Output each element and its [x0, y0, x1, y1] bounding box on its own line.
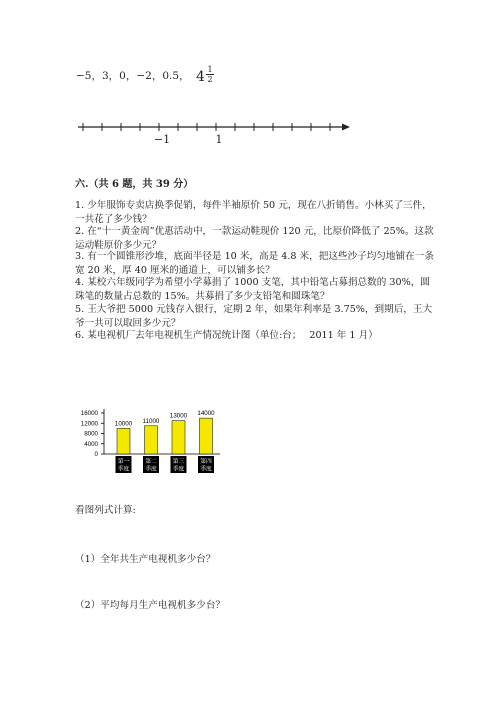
- y-tick-label: 8000: [84, 430, 98, 438]
- tick-label-1: 1: [215, 133, 223, 146]
- category-label: 第一: [117, 459, 130, 465]
- mixed-number-fraction: [206, 65, 214, 84]
- y-tick-label: 16000: [80, 410, 98, 418]
- number-line-arrow: [342, 124, 350, 131]
- category-label: 季度: [200, 466, 212, 473]
- question-5: 5. 王大爷把 5000 元钱存入银行，定期 2 年，如果年利率是 3.75%，到期后，王大爷一共可以取回多少元？: [75, 304, 433, 329]
- sub-question-2: （2）平均每月生产电视机多少台？: [75, 600, 226, 611]
- fraction-denominator: 2: [207, 75, 213, 84]
- y-tick-label: 12000: [80, 420, 98, 428]
- prompt-text: 看图列式计算:: [75, 505, 136, 516]
- category-label: 第四: [200, 459, 212, 465]
- question-2: 2. 在“十一黄金周”优惠活动中，一款运动鞋现价 120 元，比原价降低了 25%。这款运动鞋原价多少元？: [75, 226, 434, 251]
- mixed-number-whole: 4: [196, 69, 205, 85]
- y-tick-label: 4000: [84, 440, 98, 448]
- number-line: [70, 118, 360, 148]
- question-4: 4. 某校六年级同学为希望小学募捐了 1000 支笔，其中铅笔占募捐总数的 30%，圆珠笔的数量占总数的 15%。共募捐了多少支铅笔和圆珠笔？: [75, 277, 430, 302]
- section-title: 六.（共 6 题，共 39 分）: [75, 179, 194, 190]
- category-label: 季度: [117, 466, 130, 473]
- bar: [117, 428, 130, 454]
- question-6: 6. 某电视机厂去年电视机生产情况统计图（单位:台； 2011 年 1 月）: [75, 330, 378, 341]
- category-label: 第三: [172, 459, 185, 465]
- question-3: 3. 有一个圆锥形沙堆，底面半径是 10 米，高是 4.8 米，把这些沙子均匀地铺在一条宽 20 米，厚 40 厘米的通道上，可以铺多长？: [75, 251, 434, 276]
- bar-data-label: 14000: [197, 410, 215, 418]
- tick-label-neg1: −1: [153, 133, 171, 146]
- number-list: −5，3，0，−2，0.5，: [76, 70, 190, 82]
- bar-chart: [70, 396, 240, 486]
- bar-data-label: 11000: [142, 417, 160, 425]
- fraction-numerator: 1: [207, 65, 213, 74]
- bar: [145, 426, 158, 454]
- bar-data-label: 10000: [114, 420, 133, 428]
- question-1: 1. 少年服饰专卖店换季促销，每件半袖原价 50 元，现在八折销售。小林买了三件，一共花了多少钱？: [75, 200, 432, 225]
- bar-data-label: 13000: [169, 412, 188, 420]
- y-tick-label: 0: [94, 451, 98, 459]
- category-label: 季度: [145, 466, 157, 473]
- category-label: 季度: [172, 466, 185, 473]
- sub-question-1: （1）全年共生产电视机多少台？: [75, 554, 216, 565]
- category-label: 第二: [145, 459, 157, 465]
- bar: [200, 418, 213, 454]
- bar: [172, 421, 185, 454]
